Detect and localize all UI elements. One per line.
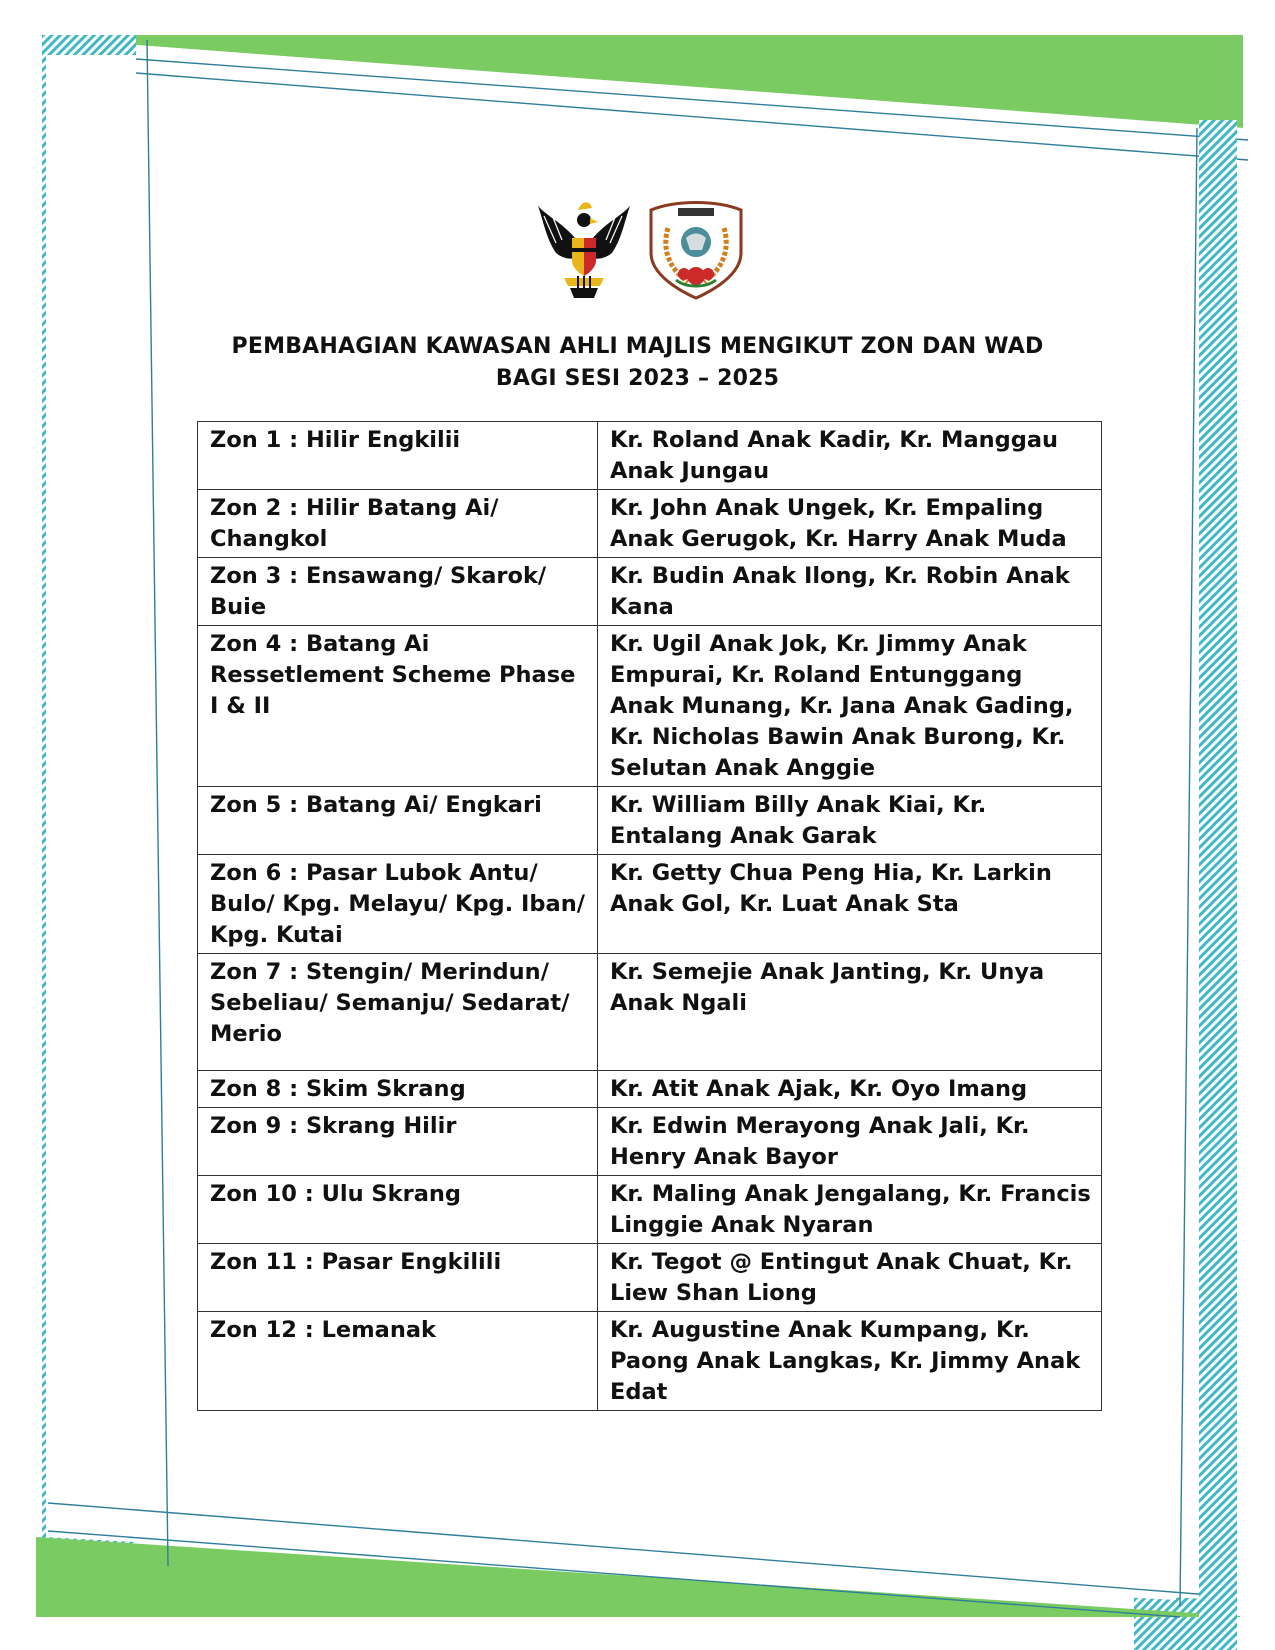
zone-cell: Zon 7 : Stengin/ Merindun/ Sebeliau/ Semanju/ Sedarat/ Merio xyxy=(198,954,598,1071)
members-cell: Kr. Ugil Anak Jok, Kr. Jimmy Anak Empurai, Kr. Roland Entunggang Anak Munang, Kr. Jana Anak Gading, Kr. Nicholas Bawin Anak Burong, Kr. Selutan Anak Anggie xyxy=(598,626,1102,787)
members-cell: Kr. Edwin Merayong Anak Jali, Kr. Henry Anak Bayor xyxy=(598,1108,1102,1176)
members-cell: Kr. William Billy Anak Kiai, Kr. Entalang Anak Garak xyxy=(598,787,1102,855)
members-cell: Kr. Augustine Anak Kumpang, Kr. Paong Anak Langkas, Kr. Jimmy Anak Edat xyxy=(598,1312,1102,1411)
zone-cell: Zon 1 : Hilir Engkilii xyxy=(198,422,598,490)
table-row xyxy=(198,1071,1102,1108)
table-row xyxy=(198,490,1102,558)
zone-cell: Zon 5 : Batang Ai/ Engkari xyxy=(198,787,598,855)
members-cell: Kr. Tegot @ Entingut Anak Chuat, Kr. Liew Shan Liong xyxy=(598,1244,1102,1312)
table-row xyxy=(198,1244,1102,1312)
zone-cell: Zon 9 : Skrang Hilir xyxy=(198,1108,598,1176)
council-shield-emblem-icon xyxy=(651,203,741,299)
table-row xyxy=(198,1176,1102,1244)
table-row xyxy=(198,422,1102,490)
hornbill-crest-icon xyxy=(538,202,630,298)
zone-cell: Zon 12 : Lemanak xyxy=(198,1312,598,1411)
zone-table xyxy=(197,421,1102,1411)
table-row xyxy=(198,558,1102,626)
table-row xyxy=(198,626,1102,787)
members-cell: Kr. John Anak Ungek, Kr. Empaling Anak Gerugok, Kr. Harry Anak Muda xyxy=(598,490,1102,558)
table-row xyxy=(198,1108,1102,1176)
zone-cell: Zon 4 : Batang Ai Ressetlement Scheme Phase I & II xyxy=(198,626,598,787)
members-cell: Kr. Maling Anak Jengalang, Kr. Francis Linggie Anak Nyaran xyxy=(598,1176,1102,1244)
members-cell: Kr. Atit Anak Ajak, Kr. Oyo Imang xyxy=(598,1071,1102,1108)
members-cell: Kr. Getty Chua Peng Hia, Kr. Larkin Anak Gol, Kr. Luat Anak Sta xyxy=(598,855,1102,954)
zone-cell: Zon 3 : Ensawang/ Skarok/ Buie xyxy=(198,558,598,626)
document-title: PEMBAHAGIAN KAWASAN AHLI MAJLIS MENGIKUT ZON DAN WAD xyxy=(231,334,1044,359)
zone-cell: Zon 8 : Skim Skrang xyxy=(198,1071,598,1108)
table-row xyxy=(198,1312,1102,1411)
zone-cell: Zon 2 : Hilir Batang Ai/ Changkol xyxy=(198,490,598,558)
table-row xyxy=(198,855,1102,954)
members-cell: Kr. Semejie Anak Janting, Kr. Unya Anak Ngali xyxy=(598,954,1102,1071)
table-row xyxy=(198,787,1102,855)
document-subtitle: BAGI SESI 2023 – 2025 xyxy=(495,366,780,391)
zone-cell: Zon 11 : Pasar Engkilili xyxy=(198,1244,598,1312)
members-cell: Kr. Budin Anak Ilong, Kr. Robin Anak Kana xyxy=(598,558,1102,626)
members-cell: Kr. Roland Anak Kadir, Kr. Manggau Anak Jungau xyxy=(598,422,1102,490)
zone-cell: Zon 6 : Pasar Lubok Antu/ Bulo/ Kpg. Melayu/ Kpg. Iban/ Kpg. Kutai xyxy=(198,855,598,954)
zone-cell: Zon 10 : Ulu Skrang xyxy=(198,1176,598,1244)
table-row xyxy=(198,954,1102,1071)
header-logos xyxy=(534,198,754,303)
